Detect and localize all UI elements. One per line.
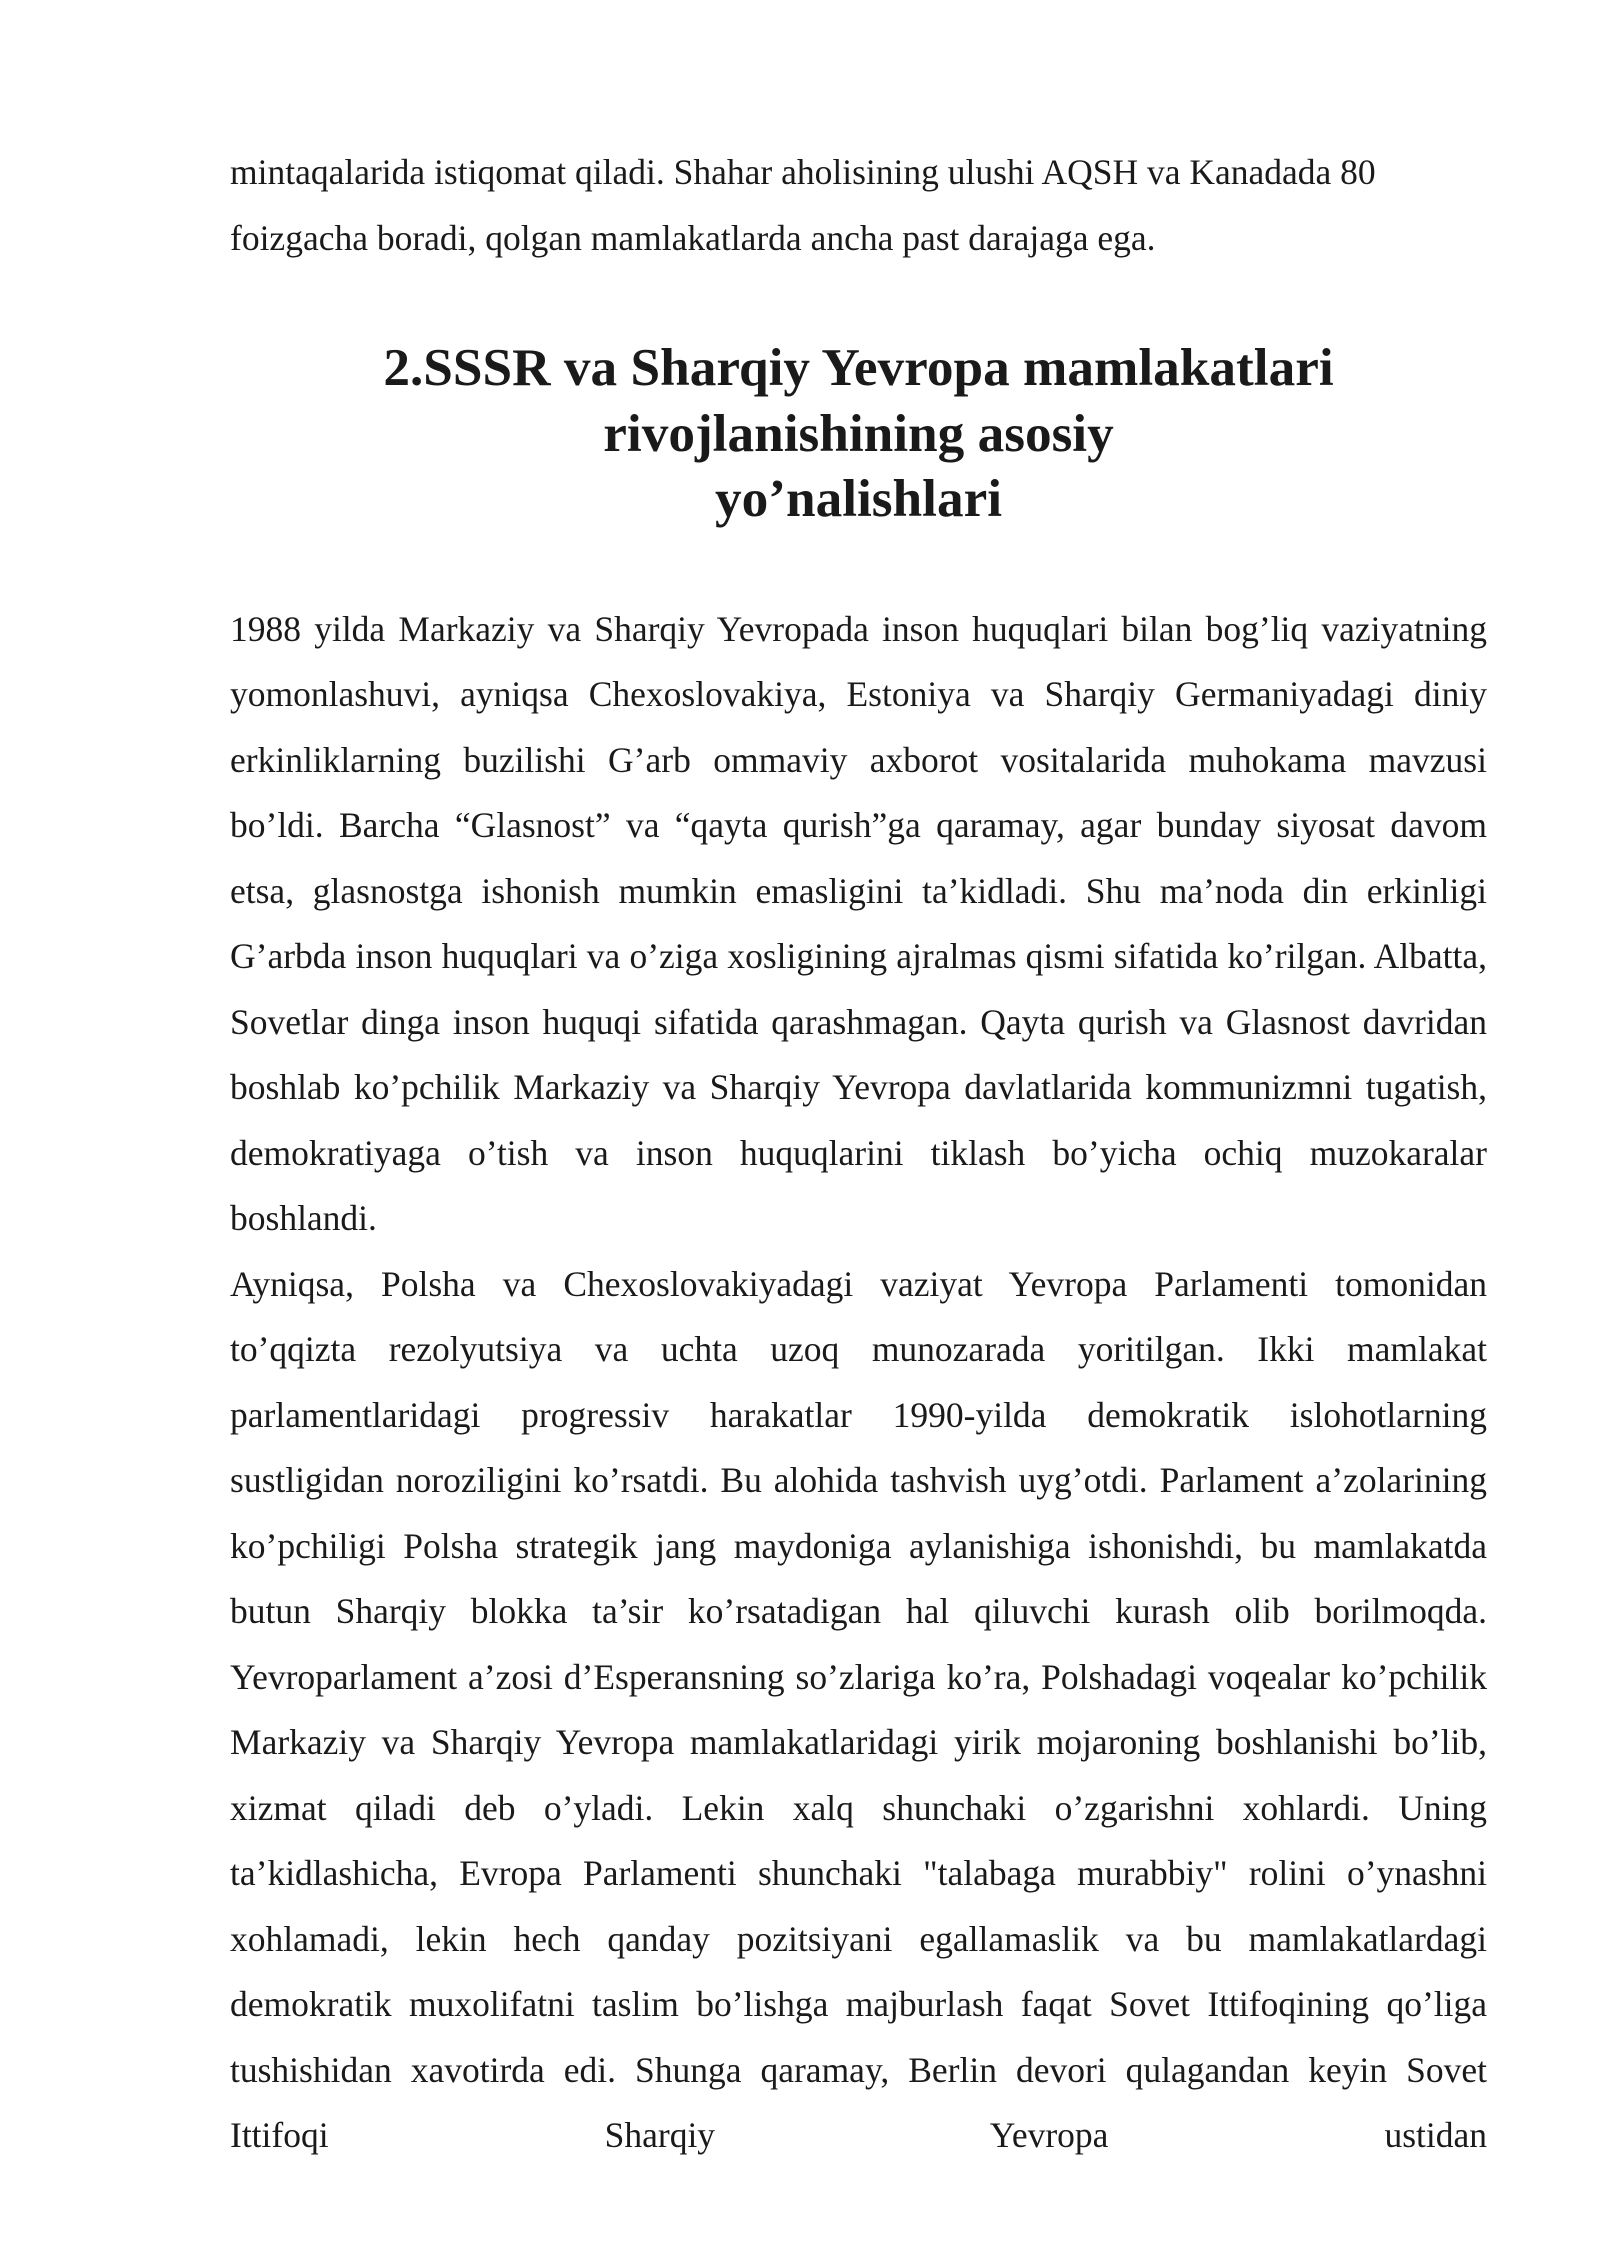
section-heading-line-2: yo’nalishlari: [715, 469, 1002, 528]
document-page: [230, 140, 1487, 2169]
body-paragraph-2: Ayniqsa, Polsha va Chexoslovakiyadagi vaziyat Yevropa Parlamenti tomonidan to’qqizta rezolyutsiya va uchta uzoq munozarada yoritilgan. Ikki mamlakat parlamentlaridagi progressiv harakatlar 1990-yilda demokratik islohotlarning sustligidan noroziligini ko’rsatdi. Bu alohida tashvish uyg’otdi. Parlament a’zolarining ko’pchiligi Polsha strategik jang maydoniga aylanishiga ishonishdi, bu mamlakatda butun Sharqiy blokka ta’sir ko’rsatadigan hal qiluvchi kurash olib borilmoqda. Yevroparlament a’zosi d’Esperansning so’zlariga ko’ra, Polshadagi voqealar ko’pchilik Markaziy va Sharqiy Yevropa mamlakatlaridagi yirik mojaroning boshlanishi bo’lib, xizmat qiladi deb o’yladi. Lekin xalq shunchaki o’zgarishni xohlardi. Uning ta’kidlashicha, Evropa Parlamenti shunchaki "talabaga murabbiy" rolini o’ynashni xohlamadi, lekin hech qanday pozitsiyani egallamaslik va bu mamlakatlardagi demokratik muxolifatni taslim bo’lishga majburlash faqat Sovet Ittifoqining qo’liga tushishidan xavotirda edi. Shunga qaramay, Berlin devori qulagandan keyin Sovet Ittifoqi Sharqiy Yevropa ustidan: [230, 1263, 1487, 2155]
section-heading-line-1: 2.SSSR va Sharqiy Yevropa mamlakatlari rivojlanishining asosiy: [383, 338, 1334, 463]
intro-paragraph: [230, 140, 1487, 271]
intro-line-2: foizgacha boradi, qolgan mamlakatlarda ancha past darajaga ega.: [230, 217, 1156, 258]
body-paragraph-1: 1988 yilda Markaziy va Sharqiy Yevropada inson huquqlari bilan bog’liq vaziyatning yomonlashuvi, ayniqsa Chexoslovakiya, Estoniya va Sharqiy Germaniyadagi diniy erkinliklarning buzilishi G’arb ommaviy axborot vositalarida muhokama mavzusi bo’ldi. Barcha “Glasnost” va “qayta qurish”ga qaramay, agar bunday siyosat davom etsa, glasnostga ishonish mumkin emasligini ta’kidladi. Shu ma’noda din erkinligi G’arbda inson huquqlari va o’ziga xosligining ajralmas qismi sifatida ko’rilgan. Albatta, Sovetlar dinga inson huquqi sifatida qarashmagan. Qayta qurish va Glasnost davridan boshlab ko’pchilik Markaziy va Sharqiy Yevropa davlatlarida kommunizmni tugatish, demokratiyaga o’tish va inson huquqlarini tiklash bo’yicha ochiq muzokaralar boshlandi.: [230, 608, 1487, 1238]
section-heading: [230, 335, 1487, 532]
intro-line-1: mintaqalarida istiqomat qiladi. Shahar aholisining ulushi AQSH va Kanadada 80: [230, 152, 1376, 192]
